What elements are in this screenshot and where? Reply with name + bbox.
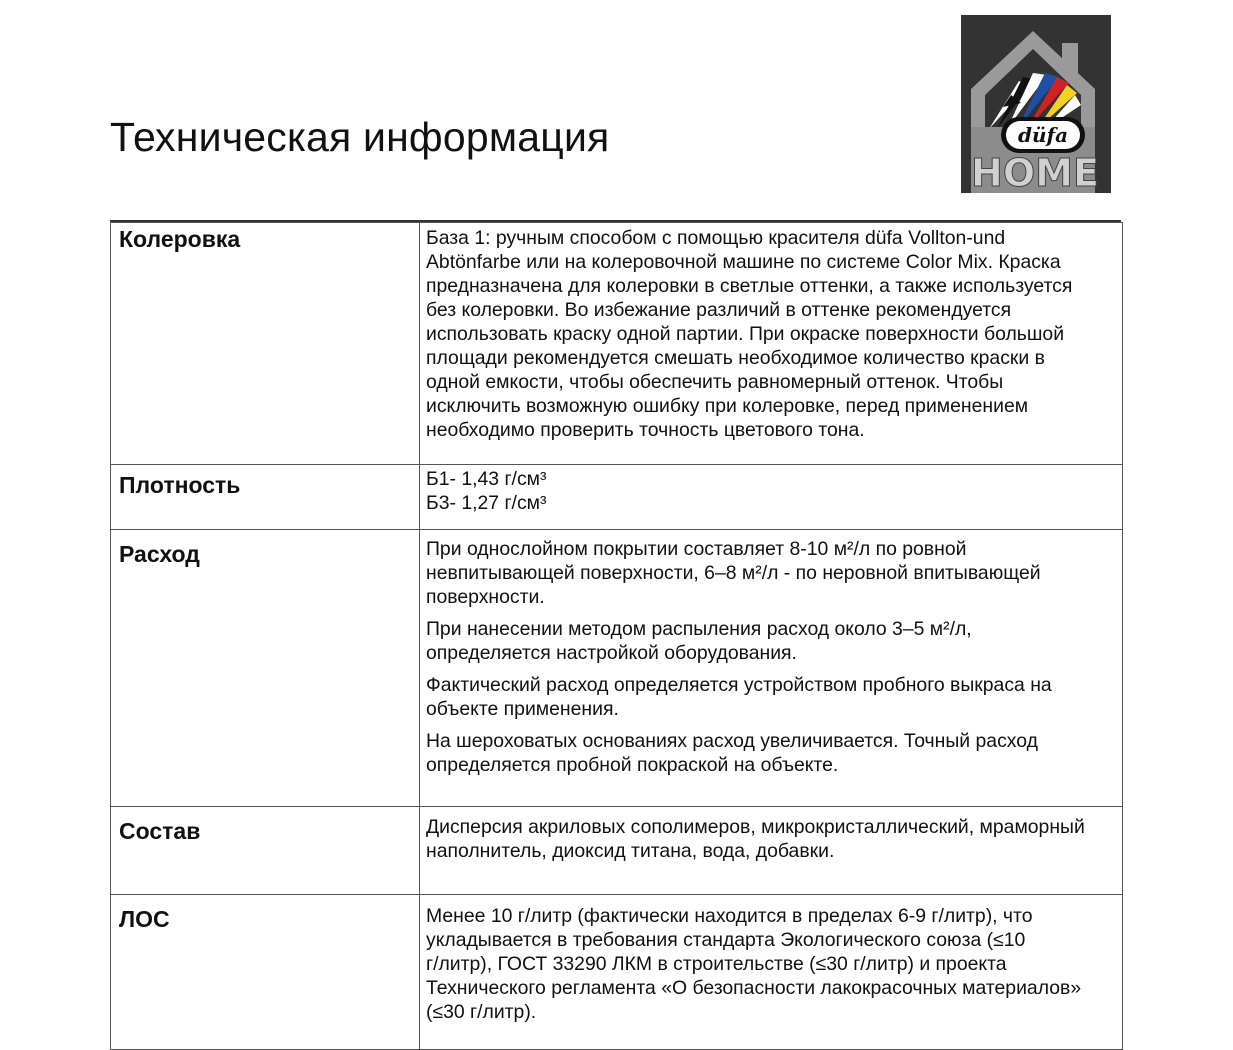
table-row-rashod xyxy=(111,530,1123,807)
value-paragraph xyxy=(426,537,1120,609)
row-key: Расход xyxy=(111,530,420,807)
text-line: Abtönfarbe или на колеровочной машине по системе Color Mix. Краска xyxy=(426,251,1061,273)
text-line: г/литр), ГОСТ 33290 ЛКМ в строительстве (≤30 г/литр) и проекта xyxy=(426,953,1007,975)
text-line: исключить возможную ошибку при колеровке, перед применением xyxy=(426,395,1029,417)
text-line: предназначена для колеровки в светлые оттенки, а также используется xyxy=(426,275,1073,297)
row-key: ЛОС xyxy=(111,895,420,1050)
text-line: Фактический расход определяется устройством пробного выкраса на xyxy=(426,674,1052,696)
row-value xyxy=(420,223,1123,465)
page-title: Техническая информация xyxy=(110,114,610,160)
table-row-sostav xyxy=(111,807,1123,895)
table-row-los xyxy=(111,895,1123,1050)
text-line: На шероховатых основаниях расход увеличивается. Точный расход xyxy=(426,730,1038,752)
text-line: Б1- 1,43 г/см³ xyxy=(426,468,547,490)
text-line: без колеровки. Во избежание различий в оттенке рекомендуется xyxy=(426,299,1012,321)
spec-table xyxy=(110,222,1123,1050)
row-value xyxy=(420,530,1123,807)
dufa-home-logo xyxy=(961,15,1111,193)
value-paragraph xyxy=(426,815,1120,863)
value-paragraph xyxy=(426,467,1120,515)
text-line: Б3- 1,27 г/см³ xyxy=(426,492,547,514)
text-line: укладывается в требования стандарта Экологического союза (≤10 xyxy=(426,929,1026,951)
row-value xyxy=(420,895,1123,1050)
text-line: необходимо проверить точность цветового тона. xyxy=(426,419,865,441)
text-line: использовать краску одной партии. При окраске поверхности большой xyxy=(426,323,1065,345)
row-value xyxy=(420,465,1123,530)
text-line: определяется пробной покраской на объекте. xyxy=(426,754,839,776)
text-line: (≤30 г/литр). xyxy=(426,1001,537,1023)
logo-brand-text: düfa xyxy=(1017,123,1069,147)
value-paragraph xyxy=(426,673,1120,721)
text-line: площади рекомендуется смешать необходимое количество краски в xyxy=(426,347,1045,369)
text-line: База 1: ручным способом с помощью красителя düfa Vollton-und xyxy=(426,227,1006,249)
text-line: Технического регламента «О безопасности лакокрасочных материалов» xyxy=(426,977,1082,999)
text-line: Менее 10 г/литр (фактически находится в пределах 6-9 г/литр), что xyxy=(426,905,1033,927)
row-key: Плотность xyxy=(111,465,420,530)
value-paragraph xyxy=(426,226,1120,442)
text-line: одной емкости, чтобы обеспечить равномерный оттенок. Чтобы xyxy=(426,371,1004,393)
value-paragraph xyxy=(426,729,1120,777)
text-line: Дисперсия акриловых сополимеров, микрокристаллический, мраморный xyxy=(426,816,1085,838)
value-paragraph xyxy=(426,617,1120,665)
row-key: Колеровка xyxy=(111,223,420,465)
text-line: наполнитель, диоксид титана, вода, добавки. xyxy=(426,840,835,862)
text-line: определяется настройкой оборудования. xyxy=(426,642,797,664)
logo-home-text: HOME xyxy=(971,151,1099,193)
text-line: невпитывающей поверхности, 6–8 м²/л - по неровной впитывающей xyxy=(426,562,1041,584)
row-value xyxy=(420,807,1123,895)
row-key: Состав xyxy=(111,807,420,895)
text-line: объекте применения. xyxy=(426,698,619,720)
text-line: При однослойном покрытии составляет 8-10 м²/л по ровной xyxy=(426,538,967,560)
text-line: поверхности. xyxy=(426,586,545,608)
table-row-plotnost xyxy=(111,465,1123,530)
text-line: При нанесении методом распыления расход около 3–5 м²/л, xyxy=(426,618,972,640)
table-row-koler xyxy=(111,223,1123,465)
value-paragraph xyxy=(426,904,1120,1024)
